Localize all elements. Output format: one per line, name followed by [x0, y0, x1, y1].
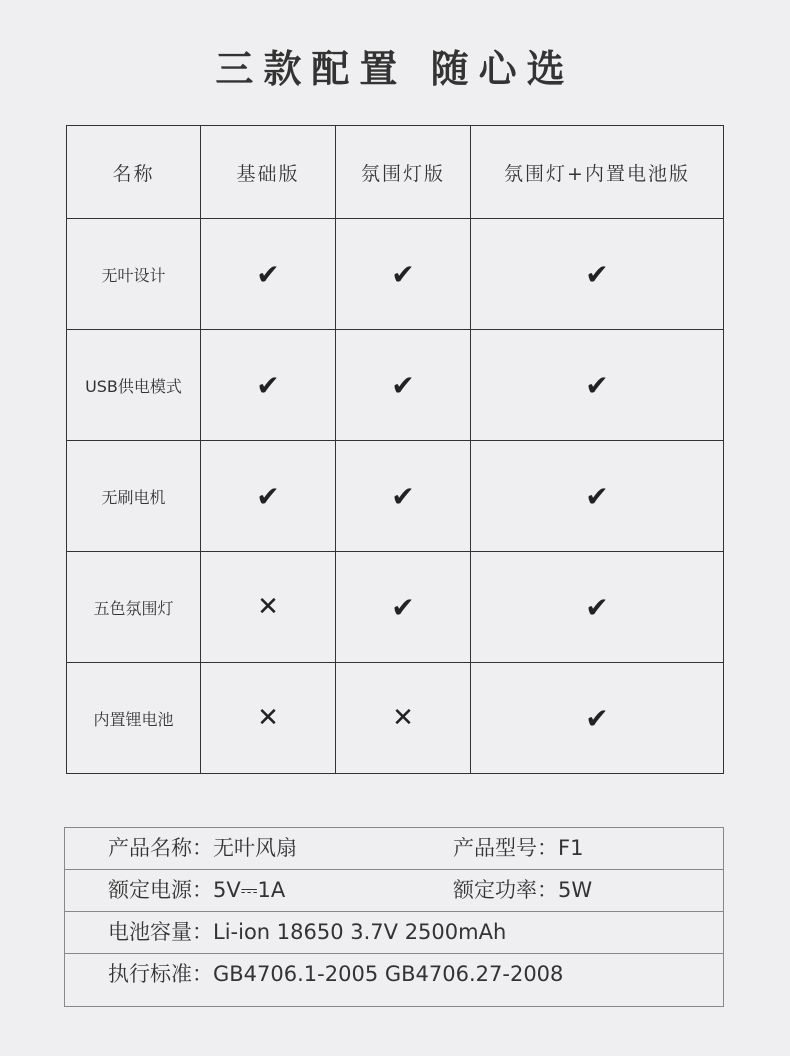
spec-row: [65, 870, 723, 912]
table-row: [67, 441, 724, 552]
spec-model: 产品型号：F1: [453, 836, 584, 860]
spec-battery: 电池容量：Li-ion 18650 3.7V 2500mAh: [108, 920, 507, 944]
check-icon: ✔: [585, 701, 609, 735]
spec-panel: [64, 827, 724, 1007]
spec-row: [65, 954, 723, 995]
spec-product-name: 产品名称：无叶风扇: [108, 836, 297, 860]
feature-name: 内置锂电池: [67, 663, 201, 774]
check-icon: ✔: [585, 257, 609, 291]
feature-name: 无刷电机: [67, 441, 201, 552]
feature-name: 五色氛围灯: [67, 552, 201, 663]
feature-cell: [471, 663, 724, 774]
check-icon: ✔: [256, 257, 280, 291]
table-header-row: [67, 126, 724, 219]
page-title: 三款配置 随心选: [215, 47, 575, 91]
feature-cell: [201, 552, 336, 663]
check-icon: ✔: [585, 368, 609, 402]
header-ambient: 氛围灯版: [336, 126, 471, 219]
check-icon: ✔: [585, 590, 609, 624]
table-row: [67, 663, 724, 774]
feature-cell: [201, 663, 336, 774]
feature-cell: [471, 219, 724, 330]
check-icon: ✔: [585, 479, 609, 513]
spec-standard: 执行标准：GB4706.1-2005 GB4706.27-2008: [108, 962, 564, 986]
feature-name: 无叶设计: [67, 219, 201, 330]
feature-name: USB供电模式: [67, 330, 201, 441]
header-name: 名称: [67, 126, 201, 219]
feature-cell: [336, 663, 471, 774]
feature-cell: [471, 441, 724, 552]
feature-cell: [336, 219, 471, 330]
header-basic: 基础版: [201, 126, 336, 219]
table-row: [67, 219, 724, 330]
feature-cell: [336, 441, 471, 552]
cross-icon: ✕: [392, 703, 414, 733]
spec-row: [65, 828, 723, 870]
feature-cell: [336, 552, 471, 663]
check-icon: ✔: [256, 479, 280, 513]
feature-cell: [471, 552, 724, 663]
feature-cell: [201, 441, 336, 552]
check-icon: ✔: [391, 257, 415, 291]
check-icon: ✔: [391, 590, 415, 624]
cross-icon: ✕: [257, 703, 279, 733]
feature-cell: [201, 219, 336, 330]
check-icon: ✔: [391, 368, 415, 402]
feature-cell: [471, 330, 724, 441]
spec-power: 额定功率：5W: [453, 878, 593, 902]
table-row: [67, 552, 724, 663]
feature-cell: [201, 330, 336, 441]
comparison-table: [66, 125, 724, 774]
table-row: [67, 330, 724, 441]
feature-cell: [336, 330, 471, 441]
cross-icon: ✕: [257, 592, 279, 622]
check-icon: ✔: [256, 368, 280, 402]
check-icon: ✔: [391, 479, 415, 513]
spec-power-source: 额定电源：5V⎓1A: [108, 878, 286, 902]
spec-row: [65, 912, 723, 954]
header-ambient-battery: 氛围灯+内置电池版: [471, 126, 724, 219]
